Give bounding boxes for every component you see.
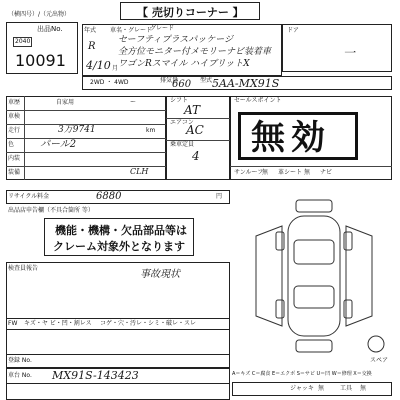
mileage-unit: km bbox=[146, 127, 156, 134]
door-label: ドア bbox=[287, 27, 299, 34]
shift-label: シフト bbox=[170, 97, 189, 104]
door-value: 一 bbox=[343, 46, 356, 60]
aircon-value: AC bbox=[186, 123, 204, 137]
registration-row bbox=[6, 354, 230, 368]
top-caption: （横四号）/（元出物） bbox=[8, 11, 71, 18]
disclaimer-line1: 機能・機構・欠品部品等は bbox=[55, 224, 187, 237]
lot-number: 10091 bbox=[15, 51, 66, 70]
header-title: 【 売切りコーナー 】 bbox=[137, 6, 244, 19]
year-era: R bbox=[88, 41, 96, 52]
grade-label: グレード bbox=[150, 25, 175, 32]
option-sunroof: サンルーフ bbox=[234, 169, 264, 176]
row-label-mileage: 走行 bbox=[8, 127, 21, 134]
damage-label-2: コゲ・穴・汚レ・シミ・破レ・スレ bbox=[100, 320, 197, 327]
option-leather-value: 無 bbox=[304, 169, 311, 176]
recycle-label: リサイクル料金 bbox=[8, 193, 50, 200]
option-sunroof-value: 無 bbox=[262, 169, 269, 176]
row-value-history: 自家用 bbox=[56, 99, 75, 106]
car-diagram bbox=[236, 196, 392, 356]
grade-line2: 全方位モニター付メモリーナビ装着車 bbox=[118, 47, 272, 57]
tools-value: 無 bbox=[360, 385, 367, 392]
seats-value: 4 bbox=[192, 149, 200, 163]
shift-value: AT bbox=[184, 103, 201, 117]
sales-point-label: セールスポイント bbox=[234, 97, 282, 104]
fw-label: FW bbox=[8, 320, 18, 327]
engine-value: 660 bbox=[172, 79, 192, 90]
inspector-label: 検査員報告 bbox=[8, 265, 39, 272]
model-value: 5AA-MX91S bbox=[212, 77, 280, 90]
notes-extra: （不具合箇所 等） bbox=[44, 207, 94, 214]
year-value: 4/10 bbox=[86, 59, 111, 72]
row-label-equipment: 装備 bbox=[8, 169, 21, 176]
invalid-stamp bbox=[238, 112, 358, 160]
chassis-value: MX91S-143423 bbox=[52, 369, 139, 382]
row-value-mileage: 3万9741 bbox=[58, 125, 96, 135]
engine-label: 排気量 bbox=[160, 77, 179, 84]
jack-label: ジャッキ bbox=[290, 385, 314, 392]
seats-label: 乗車定員 bbox=[170, 141, 195, 148]
lot-box bbox=[6, 22, 78, 74]
model-label: 型式 bbox=[200, 77, 213, 84]
disclaimer-line2: クレーム対象外となります bbox=[53, 240, 185, 253]
spare-label: スペア bbox=[370, 357, 389, 364]
tools-label: 工具 bbox=[340, 385, 353, 392]
grade-line3: ワゴンRスマイル ハイブリットX bbox=[118, 59, 250, 69]
drive-label: 2WD ・ 4WD bbox=[90, 79, 129, 86]
label-year: 年式 bbox=[84, 27, 97, 34]
disclaimer-box bbox=[44, 218, 194, 256]
damage-label: キズ・ヤ ビ・凹・割レス bbox=[24, 320, 92, 327]
row-label-interior: 内装 bbox=[8, 155, 21, 162]
row-value-color: パール2 bbox=[40, 139, 77, 150]
aircon-label: エアコン bbox=[170, 119, 194, 126]
header-banner bbox=[120, 2, 260, 20]
jack-value: 無 bbox=[318, 385, 325, 392]
car-diagram-svg bbox=[236, 196, 392, 356]
row-label-history: 車歴 bbox=[8, 99, 21, 106]
option-leather: 革シート bbox=[278, 169, 303, 176]
inspector-note: 事故現状 bbox=[140, 269, 180, 280]
row-extra-history: ー bbox=[130, 99, 137, 106]
chassis-label: 車台 No. bbox=[8, 372, 32, 379]
door-box bbox=[282, 24, 392, 72]
lot-small-code: 2040 bbox=[15, 38, 31, 45]
year-month: 月 bbox=[112, 65, 119, 72]
damage-legend: A＝キズ C＝腐食 E＝エクボ S＝サビ U＝凹 W＝修理 X＝交換 bbox=[232, 371, 372, 377]
recycle-value: 6880 bbox=[96, 191, 122, 202]
recycle-unit: 円 bbox=[216, 193, 223, 200]
invalid-stamp-text: 無効 bbox=[251, 118, 331, 158]
row-label-color: 色 bbox=[8, 141, 15, 148]
notes-label: 出品店申告欄 bbox=[8, 207, 45, 214]
row-label-inspection: 車検 bbox=[8, 113, 21, 120]
registration-label: 登録 No. bbox=[8, 357, 32, 364]
lot-label: 出品No. bbox=[37, 25, 63, 33]
row-value-equipment: CLH bbox=[130, 167, 149, 176]
label-name-grade: 車名・グレード bbox=[110, 27, 153, 34]
option-navi: ナビ bbox=[320, 169, 333, 176]
grade-line1: セーフティプラスパッケージ bbox=[118, 35, 234, 45]
